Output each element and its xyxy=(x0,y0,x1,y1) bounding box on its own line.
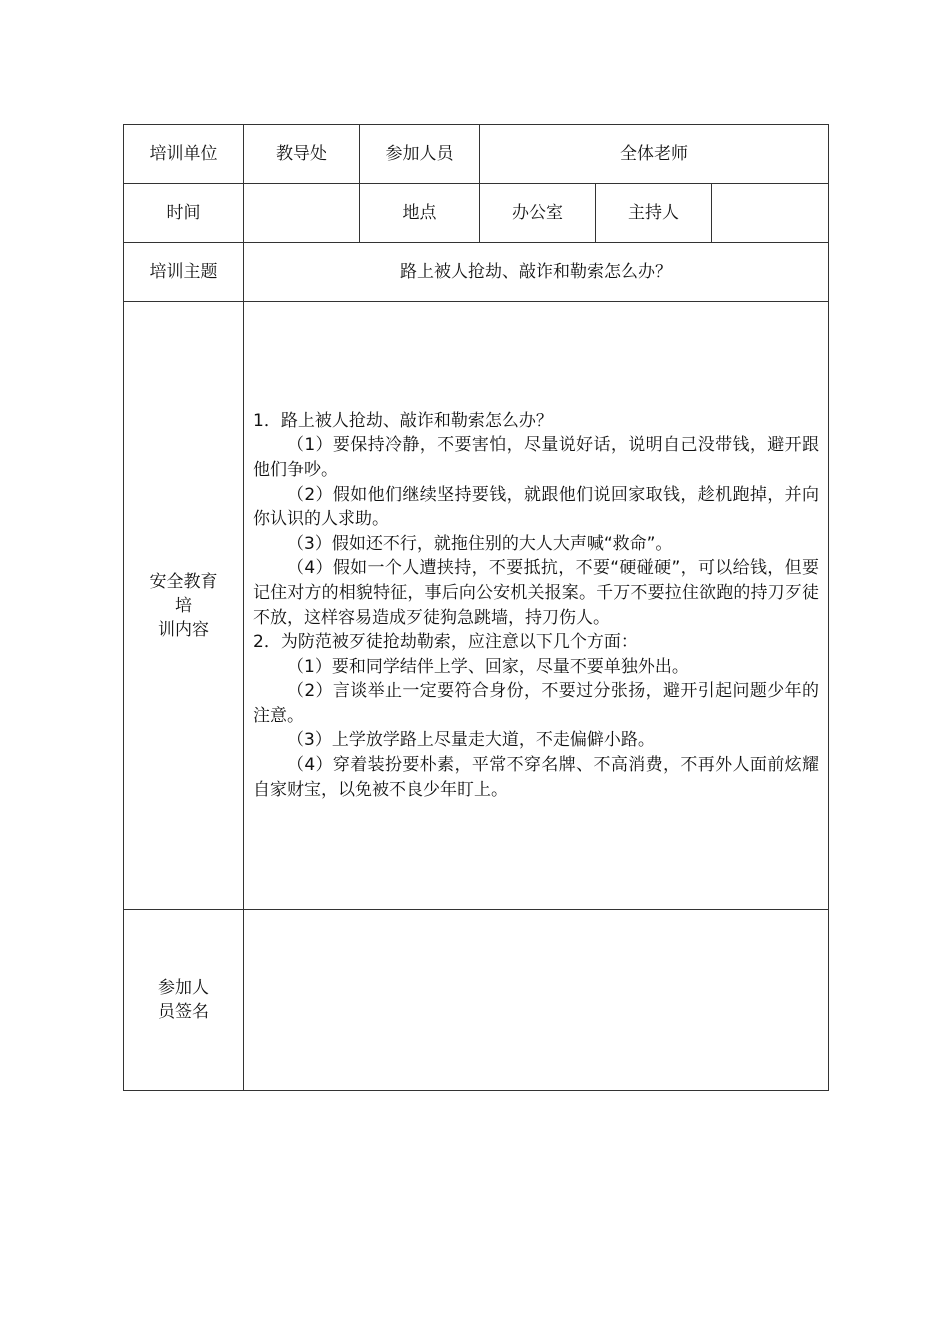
location-value: 办公室 xyxy=(480,184,596,243)
signature-label-cell xyxy=(124,910,244,1091)
content-heading-2: 2．为防范被歹徒抢劫勒索，应注意以下几个方面： xyxy=(253,632,638,653)
content-label-line1: 安全教育培 xyxy=(149,571,218,616)
host-label: 主持人 xyxy=(596,184,712,243)
content-label xyxy=(142,570,226,642)
signature-label xyxy=(142,976,226,1024)
content-item: （2）假如他们继续坚持要钱，就跟他们说回家取钱，趁机跑掉，并向你认识的人求助。 xyxy=(253,484,819,530)
row-topic xyxy=(124,243,829,302)
content-item: （3）假如还不行，就拖住别的大人大声喊“救命”。 xyxy=(287,533,673,554)
topic-label: 培训主题 xyxy=(124,243,244,302)
content-item: （2）言谈举止一定要符合身份，不要过分张扬，避开引起问题少年的注意。 xyxy=(253,681,819,726)
content-item: （4）穿着装扮要朴素，平常不穿名牌、不高消费，不再外人面前炫耀自家财宝，以免被不良少年盯上。 xyxy=(253,755,819,800)
row-signature xyxy=(124,910,829,1091)
content-label-cell xyxy=(124,302,244,910)
time-value xyxy=(244,184,360,243)
training-record-table xyxy=(123,124,829,1091)
content-item: （4）假如一个人遭挟持，不要抵抗，不要“硬碰硬”，可以给钱，但要记住对方的相貌特征，事后向公安机关报案。千万不要拉住欲跑的持刀歹徒不放，这样容易造成歹徒狗急跳墙，持刀伤人。 xyxy=(253,558,819,628)
time-label: 时间 xyxy=(124,184,244,243)
content-body xyxy=(244,409,828,803)
content-label-line2: 训内容 xyxy=(158,619,209,640)
signature-label-line2: 员签名 xyxy=(158,1002,209,1022)
location-label: 地点 xyxy=(360,184,480,243)
content-cell xyxy=(244,302,829,910)
host-value xyxy=(712,184,829,243)
content-heading-1: 1．路上被人抢劫、敲诈和勒索怎么办？ xyxy=(253,410,553,431)
content-item: （1）要保持冷静，不要害怕，尽量说好话，说明自己没带钱，避开跟他们争吵。 xyxy=(253,435,819,480)
participants-value: 全体老师 xyxy=(480,125,829,184)
topic-value: 路上被人抢劫、敲诈和勒索怎么办？ xyxy=(244,243,829,302)
row-content xyxy=(124,302,829,910)
signature-area xyxy=(244,910,829,1091)
participants-label: 参加人员 xyxy=(360,125,480,184)
content-item: （3）上学放学路上尽量走大道，不走偏僻小路。 xyxy=(287,730,655,751)
unit-value: 教导处 xyxy=(244,125,360,184)
content-item: （1）要和同学结伴上学、回家，尽量不要单独外出。 xyxy=(287,656,689,677)
row-unit xyxy=(124,125,829,184)
unit-label: 培训单位 xyxy=(124,125,244,184)
row-time-location xyxy=(124,184,829,243)
signature-label-line1: 参加人 xyxy=(158,978,209,998)
